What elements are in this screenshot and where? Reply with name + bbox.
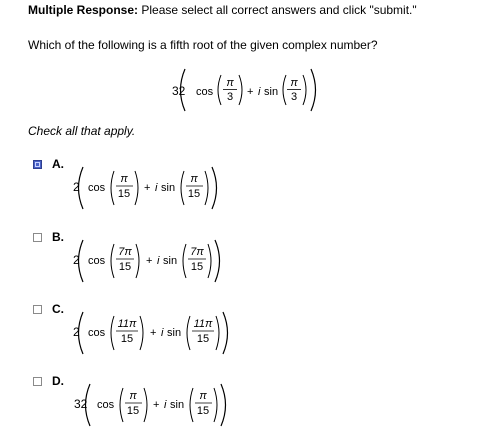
- choice-d-expression: [72, 382, 262, 428]
- cos-den: 15: [118, 261, 132, 273]
- coef: 2: [73, 253, 80, 267]
- coef: 32: [74, 397, 88, 411]
- header-bold-label: Multiple Response:: [28, 3, 139, 17]
- sin-right-paren: [208, 244, 211, 278]
- cos-left-paren: [111, 316, 114, 350]
- cos-num: 7π: [118, 246, 132, 258]
- plus-sign: +: [144, 182, 151, 194]
- given-cos-num: π: [226, 77, 234, 89]
- header-text: Please select all correct answers and click "submit.": [138, 3, 417, 17]
- cos-right-paren: [144, 388, 147, 422]
- cos-label: cos: [88, 182, 106, 194]
- sin-num: π: [199, 390, 207, 402]
- cos-num: 11π: [117, 318, 137, 330]
- sin-den: 15: [196, 333, 210, 345]
- checkbox-c[interactable]: [33, 305, 42, 314]
- choice-letter: C.: [52, 302, 64, 316]
- imag-unit: i: [155, 182, 158, 194]
- checkbox-a[interactable]: [33, 160, 42, 169]
- checkbox-b[interactable]: [33, 233, 42, 242]
- given-sin: sin: [264, 86, 279, 98]
- cos-label: cos: [97, 399, 115, 411]
- cos-right-paren: [140, 316, 143, 350]
- sin-num: π: [190, 173, 198, 185]
- choice-b-expression: [71, 238, 251, 284]
- sin-left-paren: [181, 171, 184, 205]
- sin-left-paren: [190, 388, 193, 422]
- given-sin-num: π: [290, 77, 298, 89]
- cos-left-paren: [218, 75, 221, 105]
- given-cos: cos: [196, 86, 214, 98]
- sin-den: 15: [196, 405, 210, 417]
- cos-left-paren: [111, 171, 114, 205]
- choice-letter: A.: [52, 157, 64, 171]
- sin-right-paren: [216, 316, 219, 350]
- cos-right-paren: [136, 244, 139, 278]
- imag-unit: i: [161, 327, 164, 339]
- sin-right-paren: [214, 388, 217, 422]
- instructions-header: [28, 3, 417, 17]
- checkbox-d[interactable]: [33, 377, 42, 386]
- sin-right-paren: [303, 75, 306, 105]
- plus-sign: +: [153, 399, 160, 411]
- sin-left-paren: [187, 316, 190, 350]
- choice-expression: [72, 382, 262, 433]
- choice-expression: [71, 165, 251, 216]
- sin-num: 7π: [190, 246, 204, 258]
- cos-left-paren: [120, 388, 123, 422]
- sin-right-paren: [205, 171, 208, 205]
- sin-label: sin: [163, 255, 178, 267]
- cos-den: 15: [117, 188, 131, 200]
- plus-sign: +: [146, 255, 153, 267]
- cos-num: π: [129, 390, 137, 402]
- check-all-instruction: Check all that apply.: [28, 124, 136, 138]
- given-cos-den: 3: [226, 91, 234, 103]
- choice-letter: B.: [52, 230, 64, 244]
- coef: 2: [73, 325, 80, 339]
- question-text: Which of the following is a fifth root of the given complex number?: [28, 38, 378, 52]
- given-complex-number: [172, 67, 322, 118]
- cos-left-paren: [111, 244, 114, 278]
- coef: 2: [73, 180, 80, 194]
- imag-unit: i: [157, 255, 160, 267]
- given-expression: [172, 67, 322, 113]
- outer-right-paren: [215, 240, 220, 282]
- cos-right-paren: [239, 75, 242, 105]
- given-coef: 32: [172, 84, 186, 98]
- outer-right-paren: [221, 384, 226, 426]
- sin-left-paren: [183, 244, 186, 278]
- cos-num: π: [120, 173, 128, 185]
- cos-den: 15: [126, 405, 140, 417]
- cos-label: cos: [88, 255, 106, 267]
- cos-den: 15: [120, 333, 134, 345]
- cos-right-paren: [135, 171, 138, 205]
- plus-sign: +: [150, 327, 157, 339]
- sin-label: sin: [170, 399, 185, 411]
- choice-expression: [71, 238, 251, 289]
- given-sin-den: 3: [290, 91, 298, 103]
- given-i: i: [258, 86, 261, 98]
- imag-unit: i: [164, 399, 167, 411]
- cos-label: cos: [88, 327, 106, 339]
- given-plus: +: [247, 86, 254, 98]
- sin-label: sin: [161, 182, 176, 194]
- outer-right-paren: [223, 312, 228, 354]
- sin-left-paren: [283, 75, 286, 105]
- sin-num: 11π: [193, 318, 213, 330]
- choice-expression: [71, 310, 261, 361]
- sin-label: sin: [167, 327, 182, 339]
- sin-den: 15: [190, 261, 204, 273]
- choice-letter: D.: [52, 374, 64, 388]
- outer-right-paren: [212, 167, 217, 209]
- outer-right-paren: [311, 69, 316, 111]
- sin-den: 15: [187, 188, 201, 200]
- choice-c-expression: [71, 310, 261, 356]
- choice-a-expression: [71, 165, 251, 211]
